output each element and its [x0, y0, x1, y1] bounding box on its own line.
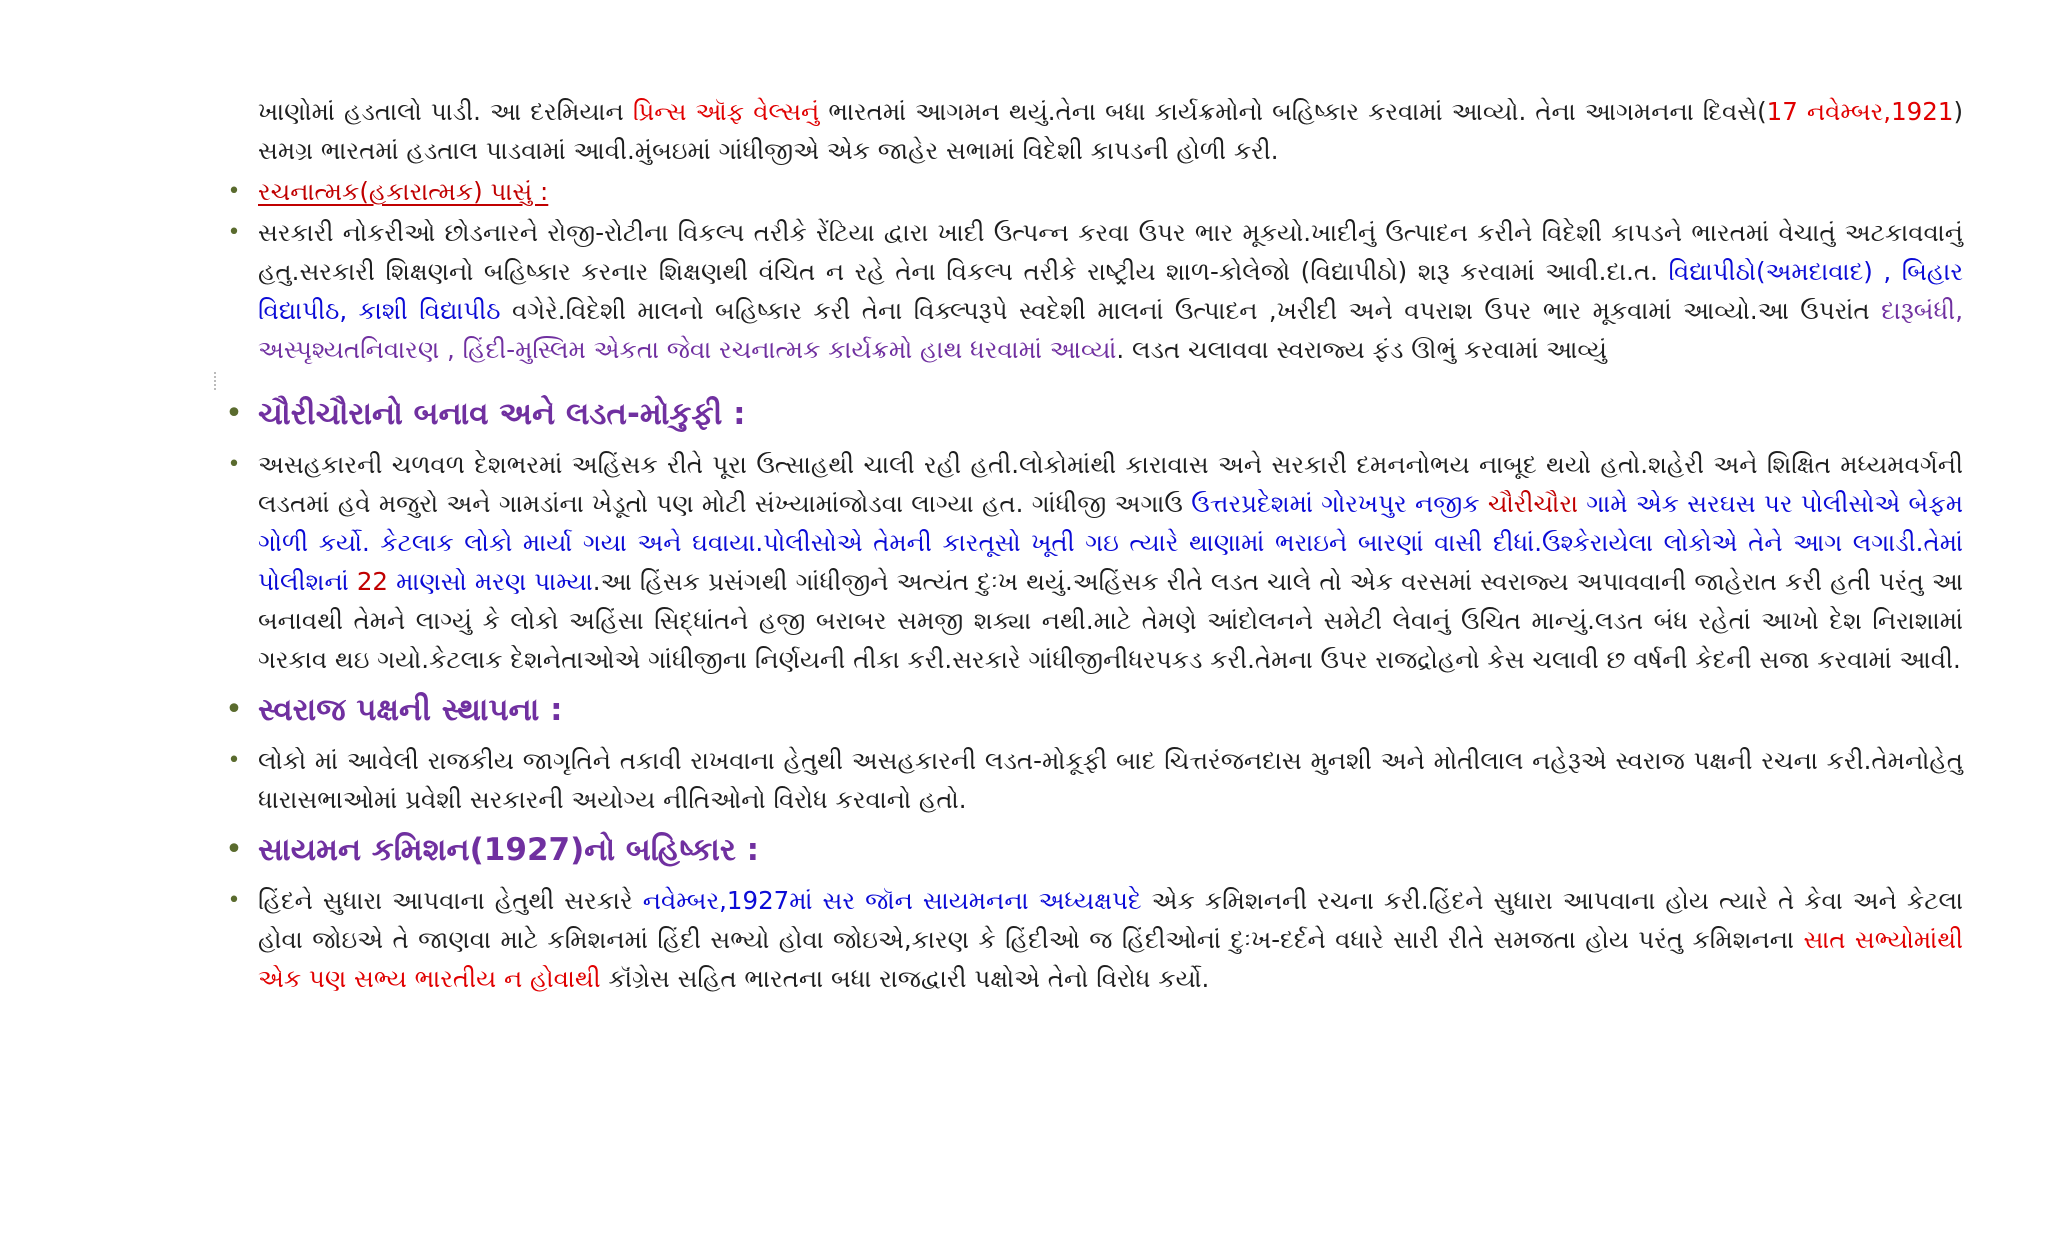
highlight-date-1921: 17 નવેમ્બર,1921 — [1766, 97, 1954, 126]
text-run: કૉંગ્રેસ સહિત ભારતના બધા રાજદ્વારી પક્ષોએ તેનો વિરોધ કર્યો. — [600, 964, 1210, 993]
text-run: ભારતમાં આગમન થયું.તેના બધા કાર્યક્રમોનો બહિષ્કાર કરવામાં આવ્યો. તેના આગમનના દિવસે( — [819, 97, 1767, 126]
text-run: સરકારી નોકરીઓ છોડનારને રોજી-રોટીના વિકલ્પ તરીકે રેંટિયા દ્વારા ખાદી ઉત્પન્ન કરવા ઉપર ભાર મૂકયો.ખાદીનું ઉત્પાદન કરીને વિદેશી કાપડને ભારતમાં વેચાતું અટકાવવાનું હતુ.સરકારી શિક્ષણનો બહિષ્કાર કરનાર શિક્ષણથી વંચિત ન રહે તેના વિકલ્પ તરીકે રાષ્ટ્રીય શાળ-કોલેજો (વિદ્યાપીઠો) શરૂ કરવામાં આવી.દા.ત. — [258, 218, 1963, 286]
highlight-incident: ગામે એક સરઘસ પર પોલીસોએ બેફમ ગોળી કર્યો. કેટલાક લોકો માર્યા ગયા અને ઘવાયા.પોલીસોએ તેમની કારતૂસો ખૂતી ગઇ ત્યારે થાણામાં ભરાઇને બારણાં વાસી દીધાં.ઉશ્કેરાયેલા લોકોએ તેને આગ લગાડી.તેમાં પોલીશનાં — [258, 489, 1963, 596]
bullet-item-paragraph — [227, 213, 1963, 369]
bullet-icon: • — [227, 452, 241, 477]
bullet-icon: • — [227, 179, 241, 204]
highlight-gorakhpur: ઉત્તરપ્રદેશમાં ગોરખપુર નજીક — [1191, 489, 1488, 518]
bullet-icon: • — [225, 396, 243, 431]
bullet-item-heading — [225, 389, 1963, 439]
highlight-vidyapiths: વિદ્યાપીઠો(અમદાવાદ) , બિહાર વિદ્યાપીઠ, કાશી વિદ્યાપીઠ — [258, 257, 1963, 325]
text-run: ખાણોમાં હડતાલો પાડી. આ દરમિયાન — [258, 97, 633, 126]
text-run: . લડત ચલાવવા સ્વરાજ્ય ફંડ ઊભું કરવામાં આવ્યું — [1116, 335, 1607, 364]
paragraph-continuation — [258, 92, 1963, 170]
highlight-constructive-programs: દારૂબંધી, અસ્પૃશ્યતનિવારણ , હિંદી-મુસ્લિમ એકતા જેવા રચનાત્મક કાર્યક્રમો હાથ ધરવામાં આવ્યાં — [258, 296, 1963, 364]
text-run: લોકો માં આવેલી રાજકીય જાગૃતિને તકાવી રાખવાના હેતુથી અસહકારની લડત-મોકૂફી બાદ ચિત્તરંજનદાસ મુનશી અને મોતીલાલ નહેરૂએ સ્વરાજ પક્ષની રચના કરી.તેમનોહેતુ ધારાસભાઓમાં પ્રવેશી સરકારની અયોગ્ય નીતિઓનો વિરોધ કરવાનો હતો. — [258, 746, 1963, 814]
bullet-item-heading — [225, 825, 1963, 875]
paragraph-mark-icon — [214, 372, 222, 390]
bullet-icon: • — [225, 832, 243, 867]
bullet-item-paragraph — [227, 881, 1963, 998]
text-run: ) સમગ્ર ભારતમાં હડતાલ પાડવામાં આવી.મુંબઇમાં ગાંધીજીએ એક જાહેર સભામાં વિદેશી કાપડની હોળી કરી. — [258, 97, 1964, 165]
bullet-item-paragraph — [227, 445, 1963, 679]
text-run: વગેરે.વિદેશી માલનો બહિષ્કાર કરી તેના વિક્લ્પરૂપે સ્વદેશી માલનાં ઉત્પાદન ,ખરીદી અને વપરાશ ઉપર ભાર મૂકવામાં આવ્યો.આ ઉપરાંત — [500, 296, 1882, 325]
bullet-item-constructive — [227, 172, 1963, 211]
highlight-simon-nov-1927: નવેમ્બર,1927માં સર જૉન સાયમનના અધ્યક્ષપદે — [642, 886, 1142, 915]
bullet-item-heading — [225, 685, 1963, 735]
bullet-icon: • — [227, 220, 241, 245]
heading-chauri-chaura: ચૌરીચૌરાનો બનાવ અને લડત-મોકુફી : — [258, 396, 746, 432]
bullet-icon: • — [225, 692, 243, 727]
highlight-no-indian-member: સાત સભ્યોમાંથી એક પણ સભ્ય ભારતીય ન હોવાથી — [258, 925, 1963, 993]
heading-simon-commission: સાયમન કમિશન(1927)નો બહિષ્કાર : — [258, 832, 760, 868]
highlight-number-22: 22 — [356, 567, 388, 596]
highlight-deaths: માણસો મરણ પામ્યા — [388, 567, 593, 596]
heading-swaraj-party: સ્વરાજ પક્ષની સ્થાપના : — [258, 692, 563, 728]
text-run: એક કમિશનની રચના કરી.હિંદને સુધારા આપવાના હોય ત્યારે તે કેવા અને કેટલા હોવા જોઇએ તે જાણવા માટે કમિશનમાં હિંદી સભ્યો હોવા જોઇએ,કારણ કે હિંદીઓ જ હિંદીઓનાં દુઃખ-દર્દને વધારે સારી રીતે સમજતા હોય પરંતુ કમિશનના — [258, 886, 1963, 954]
highlight-chauri-chaura: ચૌરીચૌરા — [1487, 489, 1579, 518]
highlight-prince-of-wales: પ્રિન્સ ઑફ વેલ્સનું — [632, 97, 820, 126]
document-body — [225, 92, 1964, 998]
text-run: હિંદને સુધારા આપવાના હેતુથી સરકારે — [258, 886, 643, 915]
bullet-icon: • — [227, 748, 241, 773]
bullet-item-paragraph — [227, 741, 1963, 819]
bullet-icon: • — [227, 888, 241, 913]
text-run: અસહકારની ચળવળ દેશભરમાં અહિંસક રીતે પૂરા ઉત્સાહથી ચાલી રહી હતી.લોકોમાંથી કારાવાસ અને સરકારી દમનનોભય નાબૂદ થયો હતો.શહેરી અને શિક્ષિત મધ્યમવર્ગની લડતમાં હવે મજુરો અને ગામડાંના ખેડૂતો પણ મોટી સંખ્યામાંજોડવા લાગ્યા હત. ગાંધીજી અગાઉ — [258, 450, 1963, 518]
text-run: .આ હિંસક પ્રસંગથી ગાંધીજીને અત્યંત દુઃખ થયું.અહિંસક રીતે લડત ચાલે તો એક વરસમાં સ્વરાજ્ય અપાવવાની જાહેરાત કરી હતી પરંતુ આ બનાવથી તેમને લાગ્યું કે લોકો અહિંસા સિદ્ધાંતને હજી બરાબર સમજી શક્યા નથી.માટે તેમણે આંદોલનને સમેટી લેવાનું ઉચિત માન્યું.લડત બંધ રહેતાં આખો દેશ નિરાશામાં ગરકાવ થઇ ગયો.કેટલાક દેશનેતાઓએ ગાંધીજીના નિર્ણયની તીકા કરી.સરકારે ગાંધીજીનીધરપકડ કરી.તેમના ઉપર રાજદ્રોહનો કેસ ચલાવી છ વર્ષની કેદની સજા કરવામાં આવી. — [258, 567, 1963, 674]
subheading-constructive-aspect: રચનાત્મક(હકારાત્મક) પાસું : — [258, 177, 549, 206]
